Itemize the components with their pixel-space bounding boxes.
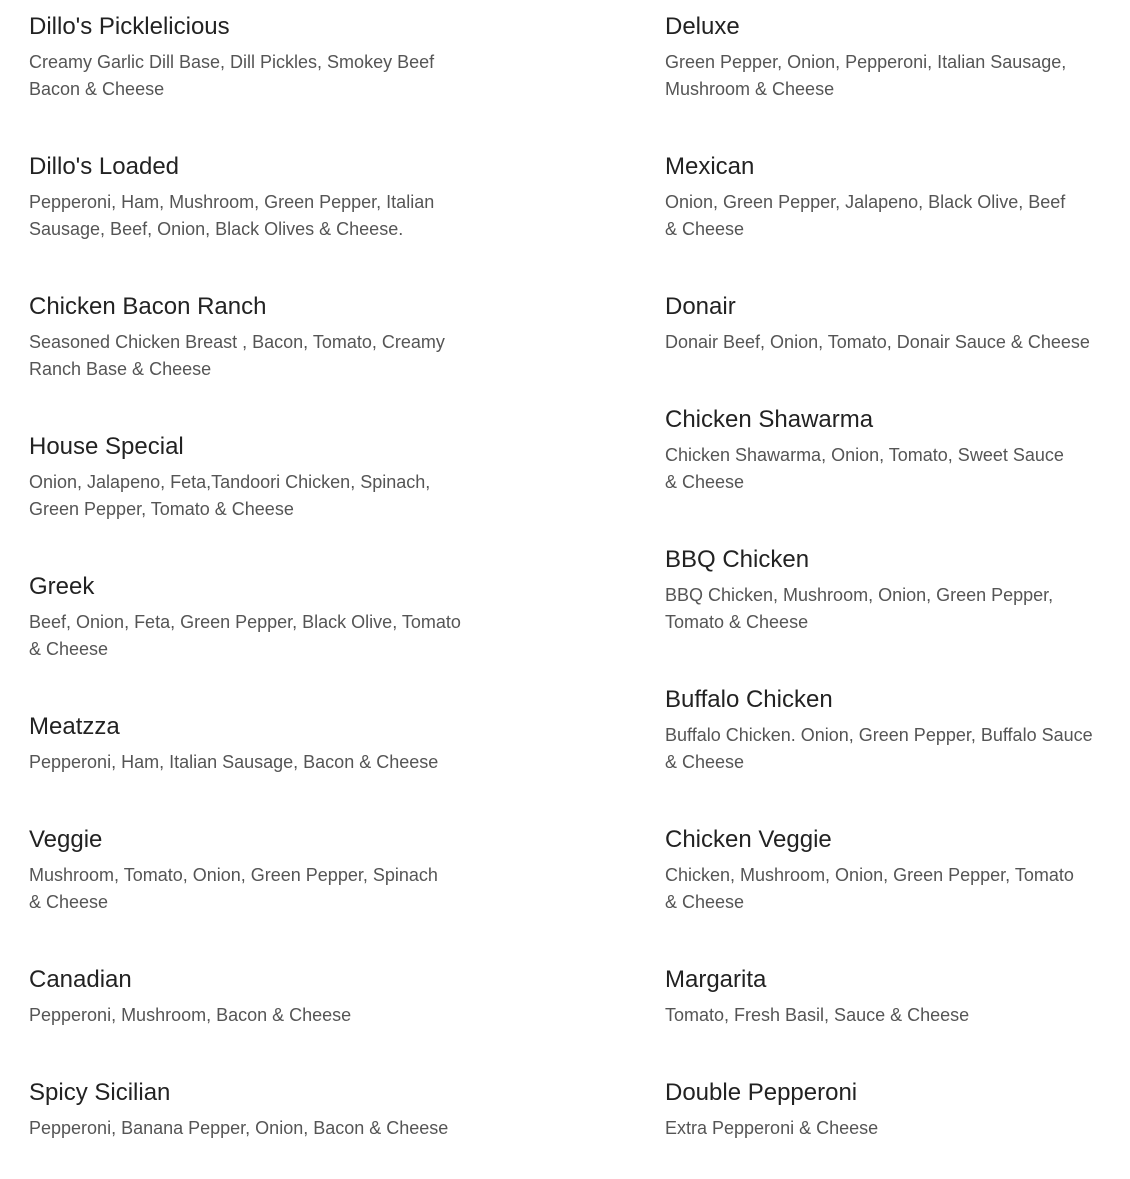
menu-item-description: Mushroom, Tomato, Onion, Green Pepper, Spinach & Cheese xyxy=(29,865,438,912)
menu-item-veggie xyxy=(29,826,469,916)
menu-item-name: Donair xyxy=(665,293,736,320)
menu-item-deluxe xyxy=(665,13,1105,103)
menu-item-description: Onion, Jalapeno, Feta,Tandoori Chicken, Spinach, Green Pepper, Tomato & Cheese xyxy=(29,472,431,519)
menu-item-description: Donair Beef, Onion, Tomato, Donair Sauce & Cheese xyxy=(665,332,1090,352)
menu-item-greek xyxy=(29,573,469,663)
menu-item-description: Creamy Garlic Dill Base, Dill Pickles, Smokey Beef Bacon & Cheese xyxy=(29,52,435,99)
menu-item-name: Meatzza xyxy=(29,713,120,740)
menu-item-description: Pepperoni, Ham, Italian Sausage, Bacon & Cheese xyxy=(29,752,439,772)
menu-item-description: Pepperoni, Banana Pepper, Onion, Bacon & Cheese xyxy=(29,1118,449,1138)
menu-item-name: BBQ Chicken xyxy=(665,546,810,573)
menu-item-description: BBQ Chicken, Mushroom, Onion, Green Pepper, Tomato & Cheese xyxy=(665,585,1054,632)
menu-item-name: Chicken Shawarma xyxy=(665,406,874,433)
menu-item-name: Veggie xyxy=(29,826,103,853)
menu-item-description: Chicken Shawarma, Onion, Tomato, Sweet Sauce & Cheese xyxy=(665,445,1064,492)
menu-item-name: Chicken Bacon Ranch xyxy=(29,293,267,320)
menu-item-name: Buffalo Chicken xyxy=(665,686,833,713)
menu-item-meatzza xyxy=(29,713,469,776)
menu-item-double-pepperoni xyxy=(665,1079,1105,1142)
menu-item-name: Mexican xyxy=(665,153,755,180)
menu-item-chicken-veggie xyxy=(665,826,1105,916)
menu-item-house-special xyxy=(29,433,469,523)
menu-item-mexican xyxy=(665,153,1105,243)
menu-item-description: Extra Pepperoni & Cheese xyxy=(665,1118,879,1138)
menu-item-name: House Special xyxy=(29,433,184,460)
menu-item-name: Dillo's Picklelicious xyxy=(29,13,230,40)
menu-item-description: Chicken, Mushroom, Onion, Green Pepper, Tomato & Cheese xyxy=(665,865,1074,912)
menu-item-buffalo-chicken xyxy=(665,686,1105,776)
menu-item-description: Beef, Onion, Feta, Green Pepper, Black Olive, Tomato & Cheese xyxy=(29,612,461,659)
menu-item-description: Pepperoni, Mushroom, Bacon & Cheese xyxy=(29,1005,352,1025)
menu-item-description: Buffalo Chicken. Onion, Green Pepper, Buffalo Sauce & Cheese xyxy=(665,725,1093,772)
menu-item-margarita xyxy=(665,966,1105,1029)
menu-item-description: Onion, Green Pepper, Jalapeno, Black Olive, Beef & Cheese xyxy=(665,192,1066,239)
menu-item-bbq-chicken xyxy=(665,546,1105,636)
menu-item-donair xyxy=(665,293,1105,356)
menu-item-spicy-sicilian xyxy=(29,1079,469,1142)
menu-item-description: Pepperoni, Ham, Mushroom, Green Pepper, Italian Sausage, Beef, Onion, Black Olives & Cheese. xyxy=(29,192,435,239)
menu-item-name: Double Pepperoni xyxy=(665,1079,858,1106)
menu-item-dillos-loaded xyxy=(29,153,469,243)
menu-item-chicken-bacon-ranch xyxy=(29,293,469,383)
menu-item-description: Seasoned Chicken Breast , Bacon, Tomato, Creamy Ranch Base & Cheese xyxy=(29,332,445,379)
menu-item-dillos-picklelicious xyxy=(29,13,469,103)
menu-item-description: Green Pepper, Onion, Pepperoni, Italian Sausage, Mushroom & Cheese xyxy=(665,52,1067,99)
menu-item-name: Dillo's Loaded xyxy=(29,153,180,180)
menu-item-description: Tomato, Fresh Basil, Sauce & Cheese xyxy=(665,1005,970,1025)
menu-item-name: Spicy Sicilian xyxy=(29,1079,171,1106)
menu-item-canadian xyxy=(29,966,469,1029)
menu-item-name: Margarita xyxy=(665,966,767,993)
menu-item-name: Deluxe xyxy=(665,13,740,40)
menu-item-chicken-shawarma xyxy=(665,406,1105,496)
menu-item-name: Greek xyxy=(29,573,95,600)
menu-item-name: Chicken Veggie xyxy=(665,826,832,853)
menu-item-name: Canadian xyxy=(29,966,132,993)
